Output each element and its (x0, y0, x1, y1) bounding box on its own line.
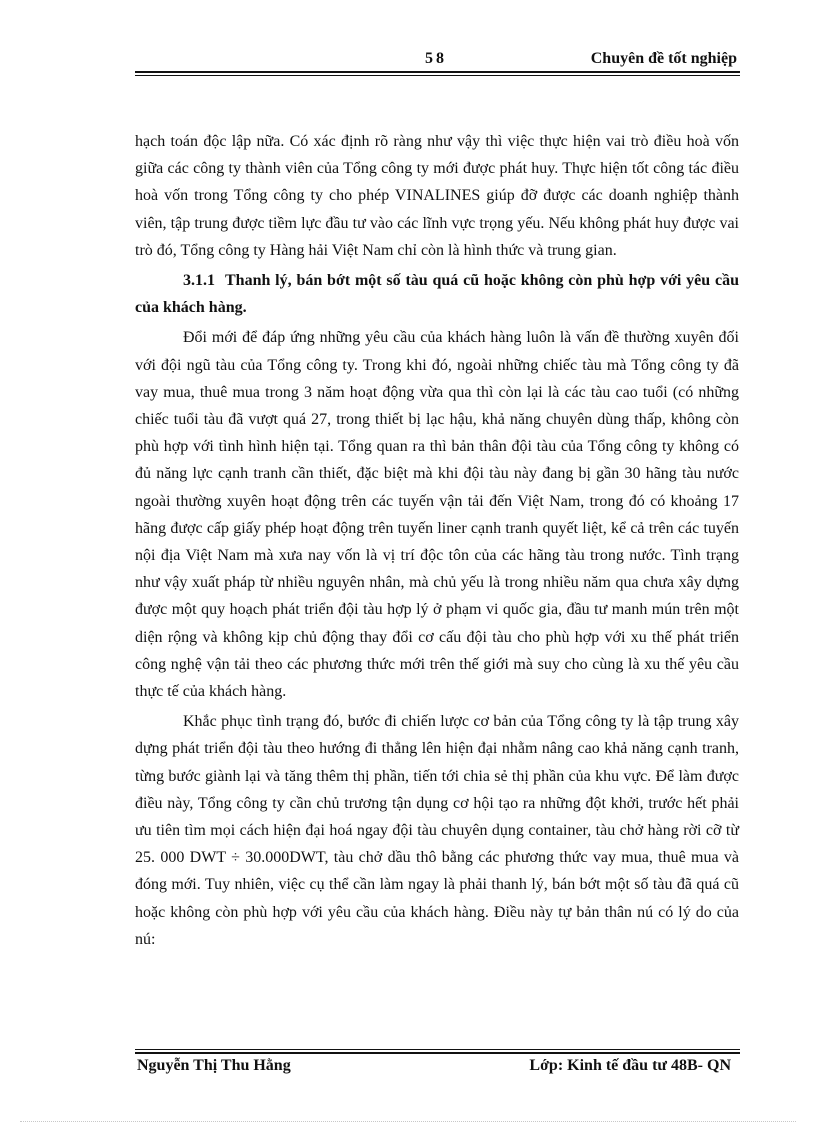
footer-rule-thin (135, 1049, 740, 1050)
footer-class: Lớp: Kinh tế đầu tư 48B- QN (529, 1057, 731, 1074)
section-heading-number: 3.1.1 (183, 272, 215, 290)
paragraph-continuation: hạch toán độc lập nữa. Có xác định rõ ràng như vậy thì việc thực hiện vai trò điều hoà vốn giữa các công ty thành viên của Tổng công ty mới được phát huy. Thực hiện tốt công tác điều hoà vốn trong Tổng công ty cho phép VINALINES giúp đỡ được các doanh nghiệp thành viên, tập trung được tiềm lực đầu tư vào các lĩnh vực trọng yếu. Nếu không phát huy được vai trò đó, Tổng công ty Hàng hải Việt Nam chỉ còn là hình thức và trung gian. (135, 133, 739, 259)
paragraph: Đổi mới để đáp ứng những yêu cầu của khách hàng luôn là vấn đề thường xuyên đối với đội ngũ tàu của Tổng công ty. Trong khi đó, ngoài những chiếc tàu mà Tổng công ty đã vay mua, thuê mua trong 3 năm hoạt động vừa qua thì còn lại là các tàu cao tuổi (có những chiếc tuổi tàu đã vượt quá 27, trong thiết bị lạc hậu, khả năng chuyên dùng thấp, không còn phù hợp với tình hình hiện tại. Tổng quan ra thì bản thân đội tàu của Tổng công ty không có đủ năng lực cạnh tranh cần thiết, đặc biệt mà khi đội tàu này đang bị gần 30 hãng tàu nước ngoài thường xuyên hoạt động trên các tuyến vận tải đến Việt Nam, trong đó có khoảng 17 hãng được cấp giấy phép hoạt động trên tuyến liner cạnh tranh quyết liệt, kể cả trên các tuyến nội địa Việt Nam mà xưa nay vốn là vị trí độc tôn của các hãng tàu trong nước. Tình trạng như vậy xuất pháp từ nhiều nguyên nhân, mà chủ yếu là trong nhiều năm qua chưa xây dựng được một quy hoạch phát triển đội tàu hợp lý ở phạm vi quốc gia, đầu tư manh mún trên một diện rộng và không kịp chủ động thay đổi cơ cấu đội tàu cho phù hợp với xu thế phát triển công nghệ vận tải theo các phương thức mới trên thế giới mà suy cho cùng là xu thế yêu cầu thực tế của khách hàng. (135, 329, 739, 701)
page-body (135, 128, 739, 956)
header-title: Chuyên đề tốt nghiệp (590, 50, 737, 67)
paragraph: Khắc phục tình trạng đó, bước đi chiến lược cơ bản của Tổng công ty là tập trung xây dựng phát triển đội tàu theo hướng đi thẳng lên hiện đại nhằm nâng cao khả năng cạnh tranh, từng bước giành lại và tăng thêm thị phần, tiến tới chia sẻ thị phần của khu vực. Để làm được điều này, Tổng công ty cần chủ trương tận dụng cơ hội tạo ra những đột khởi, trước hết phải ưu tiên tìm mọi cách hiện đại hoá ngay đội tàu chuyên dụng container, tàu chở hàng rời cỡ từ 25. 000 DWT ÷ 30.000DWT, tàu chở dầu thô bằng các phương thức vay mua, thuê mua và đóng mới. Tuy nhiên, việc cụ thể cần làm ngay là phải thanh lý, bán bớt một số tàu đã quá cũ hoặc không còn phù hợp với yêu cầu của khách hàng. Điều này tự bản thân nú có lý do của nú: (135, 713, 739, 948)
footer-author: Nguyễn Thị Thu Hằng (137, 1057, 291, 1074)
page-bottom-dotted-line (20, 1121, 796, 1122)
footer-rule-thick (135, 1052, 740, 1054)
page-footer (135, 1055, 739, 1079)
section-heading-text: Thanh lý, bán bớt một số tàu quá cũ hoặc không còn phù hợp với yêu cầu của khách hàng. (135, 272, 739, 317)
header-rule-thin (135, 75, 740, 76)
section-heading (135, 267, 739, 321)
page-header (135, 48, 739, 72)
page-number: 58 (425, 50, 447, 67)
header-rule-thick (135, 71, 740, 73)
